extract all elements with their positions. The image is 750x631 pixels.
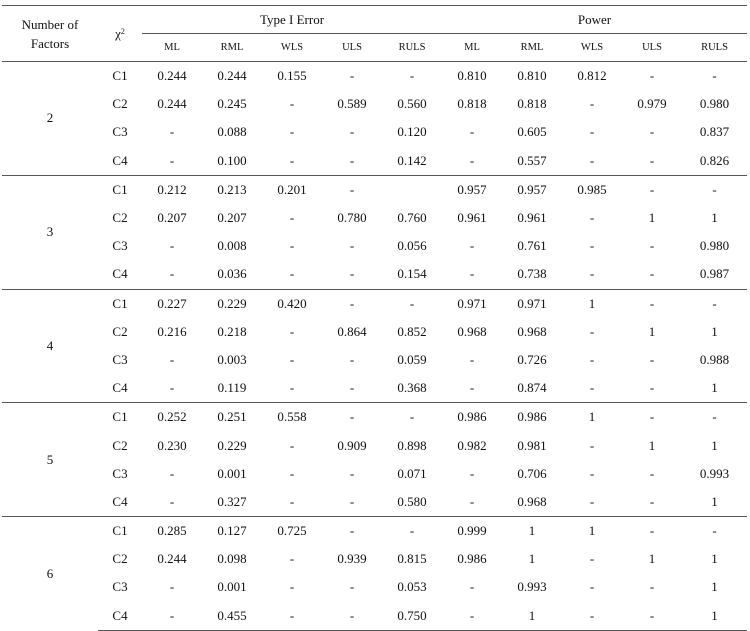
value-cell: 0.368 xyxy=(397,380,427,396)
value-cell: - xyxy=(142,602,202,631)
table-row xyxy=(2,62,747,91)
value-cell: - xyxy=(289,551,295,567)
value-cell: 0.957 xyxy=(442,175,502,204)
type1-uls-header: ULS xyxy=(322,34,382,62)
value-cell: - xyxy=(589,323,595,339)
value-cell: - xyxy=(589,465,595,481)
value-cell: - xyxy=(289,380,295,396)
value-cell: 0.810 xyxy=(442,62,502,91)
value-cell: 0.001 xyxy=(217,579,247,595)
value-cell: - xyxy=(649,465,655,481)
value-cell: - xyxy=(649,238,655,254)
criterion-cell: C4 xyxy=(98,602,142,631)
type-i-error-header: Type I Error xyxy=(142,6,442,34)
criterion-cell: C2 xyxy=(112,96,128,112)
value-cell: 0.229 xyxy=(217,437,247,453)
criterion-cell: C3 xyxy=(112,351,128,367)
value-cell: 0.909 xyxy=(337,437,367,453)
value-cell: 0.071 xyxy=(397,465,427,481)
value-cell: 0.968 xyxy=(517,323,547,339)
value-cell: 0.810 xyxy=(502,62,562,91)
criterion-cell: C4 xyxy=(112,266,128,282)
table-row xyxy=(2,517,747,546)
value-cell: - xyxy=(349,266,355,282)
value-cell: 1 xyxy=(502,602,562,631)
value-cell: 0.986 xyxy=(442,403,502,432)
type1-ml-header: ML xyxy=(142,34,202,62)
value-cell: 0.993 xyxy=(517,579,547,595)
value-cell: 0.127 xyxy=(202,517,262,546)
value-cell: - xyxy=(289,266,295,282)
value-cell: - xyxy=(349,493,355,509)
type1-wls-header: WLS xyxy=(262,34,322,62)
value-cell xyxy=(382,175,442,204)
value-cell: 0.986 xyxy=(502,403,562,432)
value-cell: 0.212 xyxy=(142,175,202,204)
table-row xyxy=(2,403,747,432)
value-cell: 1 xyxy=(528,551,536,567)
value-cell: 0.100 xyxy=(217,152,247,168)
value-cell: 0.780 xyxy=(337,210,367,226)
value-cell: - xyxy=(289,351,295,367)
criterion-cell: C2 xyxy=(112,210,128,226)
value-cell: 1 xyxy=(648,437,656,453)
value-cell: 0.760 xyxy=(397,210,427,226)
power-wls-header: WLS xyxy=(562,34,622,62)
value-cell: 0.971 xyxy=(502,289,562,318)
criterion-cell: C1 xyxy=(98,175,142,204)
value-cell: 0.837 xyxy=(699,124,730,140)
value-cell: 0.968 xyxy=(457,323,487,339)
value-cell: 1 xyxy=(711,437,718,453)
value-cell: 1 xyxy=(711,380,718,396)
value-cell: - xyxy=(622,62,682,91)
value-cell: - xyxy=(562,602,622,631)
value-cell: 0.119 xyxy=(217,380,247,396)
value-cell: 0.244 xyxy=(202,62,262,91)
value-cell: - xyxy=(169,380,175,396)
value-cell: 0.761 xyxy=(517,238,547,254)
value-cell: - xyxy=(289,238,295,254)
value-cell: 0.207 xyxy=(157,210,187,226)
value-cell: - xyxy=(589,152,595,168)
header-row-1 xyxy=(2,6,747,34)
criterion-cell: C3 xyxy=(112,124,128,140)
value-cell: - xyxy=(682,289,747,318)
chi-square-header: $\chi^2$ xyxy=(98,6,142,62)
value-cell: - xyxy=(589,238,595,254)
value-cell: 0.154 xyxy=(397,266,427,282)
table-row xyxy=(2,545,747,573)
value-cell: 0.557 xyxy=(517,152,547,168)
value-cell: - xyxy=(169,124,175,140)
type1-rml-header: RML xyxy=(202,34,262,62)
factor-count-cell: 5 xyxy=(2,403,98,517)
value-cell: 0.285 xyxy=(142,517,202,546)
value-cell: 0.053 xyxy=(397,579,427,595)
value-cell: - xyxy=(469,493,475,509)
value-cell: - xyxy=(649,124,655,140)
value-cell: 0.961 xyxy=(457,210,487,226)
power-rml-header: RML xyxy=(502,34,562,62)
value-cell: - xyxy=(622,517,682,546)
value-cell: - xyxy=(649,266,655,282)
value-cell: 0.560 xyxy=(397,96,427,112)
value-cell: - xyxy=(169,152,175,168)
value-cell: 0.874 xyxy=(517,380,547,396)
value-cell: 1 xyxy=(682,602,747,631)
value-cell: - xyxy=(169,266,175,282)
value-cell: - xyxy=(322,517,382,546)
value-cell: 0.961 xyxy=(517,210,547,226)
value-cell: - xyxy=(649,380,655,396)
value-cell: 0.120 xyxy=(397,124,427,140)
value-cell: 0.245 xyxy=(217,96,247,112)
criterion-cell: C4 xyxy=(112,493,128,509)
criterion-cell: C3 xyxy=(112,238,128,254)
value-cell: - xyxy=(589,551,595,567)
value-cell: - xyxy=(469,465,475,481)
value-cell: - xyxy=(649,579,655,595)
table-row xyxy=(2,374,747,403)
value-cell: 1 xyxy=(711,493,718,509)
value-cell: 0.726 xyxy=(517,351,547,367)
criterion-cell: C3 xyxy=(112,579,128,595)
value-cell: - xyxy=(589,266,595,282)
value-cell: 0.815 xyxy=(397,551,427,567)
value-cell: - xyxy=(349,351,355,367)
criterion-cell: C4 xyxy=(112,152,128,168)
value-cell: - xyxy=(289,493,295,509)
value-cell: - xyxy=(289,152,295,168)
value-cell: 0.986 xyxy=(457,551,487,567)
value-cell: - xyxy=(349,380,355,396)
value-cell: 0.957 xyxy=(502,175,562,204)
table-row xyxy=(2,431,747,459)
value-cell: 0.056 xyxy=(397,238,427,254)
value-cell: - xyxy=(649,493,655,509)
value-cell: 0.812 xyxy=(562,62,622,91)
value-cell: 0.207 xyxy=(217,210,247,226)
value-cell: 1 xyxy=(562,403,622,432)
value-cell: - xyxy=(589,351,595,367)
value-cell: 0.327 xyxy=(217,493,247,509)
value-cell: 0.725 xyxy=(262,517,322,546)
value-cell: 1 xyxy=(648,210,656,226)
number-of-factors-header: Number of Factors xyxy=(2,6,98,62)
value-cell: 0.244 xyxy=(142,62,202,91)
value-cell: 0.898 xyxy=(397,437,427,453)
value-cell: - xyxy=(289,465,295,481)
value-cell: 1 xyxy=(711,210,718,226)
value-cell: 0.980 xyxy=(699,96,730,112)
value-cell: 1 xyxy=(711,579,718,595)
criterion-cell: C1 xyxy=(98,289,142,318)
value-cell: - xyxy=(589,124,595,140)
table-row xyxy=(2,460,747,488)
value-cell: - xyxy=(469,351,475,367)
factor-count-cell: 2 xyxy=(2,62,98,176)
value-cell: 0.230 xyxy=(157,437,187,453)
value-cell: 0.088 xyxy=(217,124,247,140)
factor-count-cell: 6 xyxy=(2,517,98,631)
value-cell: 0.818 xyxy=(457,96,487,112)
value-cell: 1 xyxy=(648,323,656,339)
value-cell: - xyxy=(349,579,355,595)
value-cell: 0.818 xyxy=(517,96,547,112)
value-cell: 0.993 xyxy=(699,465,730,481)
value-cell: 0.982 xyxy=(457,437,487,453)
value-cell: - xyxy=(589,380,595,396)
factor-count-cell: 3 xyxy=(2,175,98,289)
table-row xyxy=(2,260,747,289)
value-cell: 0.988 xyxy=(699,351,730,367)
table-row xyxy=(2,175,747,204)
value-cell: 0.455 xyxy=(202,602,262,631)
value-cell: - xyxy=(349,124,355,140)
value-cell: - xyxy=(382,403,442,432)
value-cell: 0.201 xyxy=(262,175,322,204)
value-cell: - xyxy=(682,62,747,91)
value-cell: 0.098 xyxy=(217,551,247,567)
table-row xyxy=(2,289,747,318)
value-cell: - xyxy=(349,238,355,254)
value-cell: 0.999 xyxy=(442,517,502,546)
value-cell: - xyxy=(322,289,382,318)
table-row xyxy=(2,90,747,118)
value-cell: - xyxy=(589,96,595,112)
value-cell: 0.218 xyxy=(217,323,247,339)
value-cell: 0.420 xyxy=(262,289,322,318)
value-cell: - xyxy=(589,579,595,595)
value-cell: - xyxy=(649,152,655,168)
value-cell: - xyxy=(382,62,442,91)
value-cell: - xyxy=(349,465,355,481)
value-cell: - xyxy=(589,210,595,226)
criterion-cell: C1 xyxy=(98,62,142,91)
value-cell: - xyxy=(589,493,595,509)
table-body xyxy=(2,62,747,631)
value-cell: - xyxy=(289,437,295,453)
value-cell: 0.216 xyxy=(157,323,187,339)
value-cell: - xyxy=(322,175,382,204)
value-cell: - xyxy=(382,289,442,318)
value-cell: 0.987 xyxy=(699,266,730,282)
value-cell: - xyxy=(469,266,475,282)
value-cell: - xyxy=(289,124,295,140)
value-cell: 0.244 xyxy=(157,96,187,112)
value-cell: - xyxy=(682,175,747,204)
value-cell: 1 xyxy=(562,517,622,546)
criterion-cell: C4 xyxy=(112,380,128,396)
criterion-cell: C2 xyxy=(112,323,128,339)
table-row xyxy=(2,118,747,146)
value-cell: 0.605 xyxy=(517,124,547,140)
value-cell: 0.939 xyxy=(337,551,367,567)
value-cell: 0.155 xyxy=(262,62,322,91)
value-cell: 0.227 xyxy=(142,289,202,318)
type1-ruls-header: RULS xyxy=(382,34,442,62)
value-cell: 0.036 xyxy=(217,266,247,282)
value-cell: - xyxy=(349,152,355,168)
value-cell: 0.979 xyxy=(637,96,667,112)
value-cell: - xyxy=(169,238,175,254)
value-cell: 0.864 xyxy=(337,323,367,339)
value-cell: - xyxy=(682,517,747,546)
value-cell: 0.580 xyxy=(397,493,427,509)
criterion-cell: C1 xyxy=(98,403,142,432)
value-cell: - xyxy=(469,380,475,396)
value-cell: - xyxy=(682,403,747,432)
value-cell: 0.229 xyxy=(202,289,262,318)
value-cell: - xyxy=(469,238,475,254)
value-cell: 0.001 xyxy=(217,465,247,481)
value-cell: - xyxy=(469,124,475,140)
value-cell: 0.980 xyxy=(699,238,730,254)
value-cell: 1 xyxy=(648,551,656,567)
value-cell: 0.750 xyxy=(382,602,442,631)
value-cell: - xyxy=(289,210,295,226)
value-cell: - xyxy=(289,579,295,595)
results-table xyxy=(2,5,747,631)
criterion-cell: C1 xyxy=(98,517,142,546)
value-cell: 0.706 xyxy=(517,465,547,481)
value-cell: 1 xyxy=(502,517,562,546)
table-row xyxy=(2,318,747,346)
value-cell: - xyxy=(649,351,655,367)
value-cell: - xyxy=(622,289,682,318)
value-cell: 0.738 xyxy=(517,266,547,282)
value-cell: - xyxy=(382,517,442,546)
value-cell: 1 xyxy=(562,289,622,318)
value-cell: 0.252 xyxy=(142,403,202,432)
value-cell: - xyxy=(169,351,175,367)
value-cell: - xyxy=(169,465,175,481)
value-cell: - xyxy=(622,175,682,204)
value-cell: - xyxy=(442,602,502,631)
value-cell: - xyxy=(622,602,682,631)
value-cell: 0.008 xyxy=(217,238,247,254)
value-cell: 0.213 xyxy=(202,175,262,204)
power-ml-header: ML xyxy=(442,34,502,62)
value-cell: 1 xyxy=(711,323,718,339)
factor-count-cell: 4 xyxy=(2,289,98,403)
value-cell: - xyxy=(589,437,595,453)
value-cell: 0.971 xyxy=(442,289,502,318)
criterion-cell: C3 xyxy=(112,465,128,481)
value-cell: - xyxy=(322,602,382,631)
table-row xyxy=(2,573,747,601)
value-cell: - xyxy=(262,602,322,631)
power-header: Power xyxy=(442,6,747,34)
value-cell: 0.852 xyxy=(397,323,427,339)
table-row xyxy=(2,346,747,374)
value-cell: 0.985 xyxy=(562,175,622,204)
table-row xyxy=(2,602,747,631)
value-cell: 0.003 xyxy=(217,351,247,367)
value-cell: 0.981 xyxy=(517,437,547,453)
value-cell: - xyxy=(169,493,175,509)
power-ruls-header: RULS xyxy=(682,34,747,62)
table-row xyxy=(2,147,747,176)
value-cell: 0.142 xyxy=(397,152,427,168)
table-row xyxy=(2,232,747,260)
value-cell: 1 xyxy=(711,551,718,567)
table-row xyxy=(2,488,747,517)
value-cell: - xyxy=(322,403,382,432)
value-cell: 0.589 xyxy=(337,96,367,112)
value-cell: - xyxy=(289,96,295,112)
value-cell: - xyxy=(169,579,175,595)
value-cell: 0.059 xyxy=(397,351,427,367)
value-cell: - xyxy=(469,579,475,595)
value-cell: 0.251 xyxy=(202,403,262,432)
value-cell: 0.558 xyxy=(262,403,322,432)
power-uls-header: ULS xyxy=(622,34,682,62)
criterion-cell: C2 xyxy=(112,437,128,453)
criterion-cell: C2 xyxy=(112,551,128,567)
table-row xyxy=(2,204,747,232)
value-cell: 0.968 xyxy=(517,493,547,509)
value-cell: 0.826 xyxy=(699,152,730,168)
value-cell: 0.244 xyxy=(157,551,187,567)
value-cell: - xyxy=(622,403,682,432)
value-cell: - xyxy=(469,152,475,168)
value-cell: - xyxy=(322,62,382,91)
value-cell: - xyxy=(289,323,295,339)
